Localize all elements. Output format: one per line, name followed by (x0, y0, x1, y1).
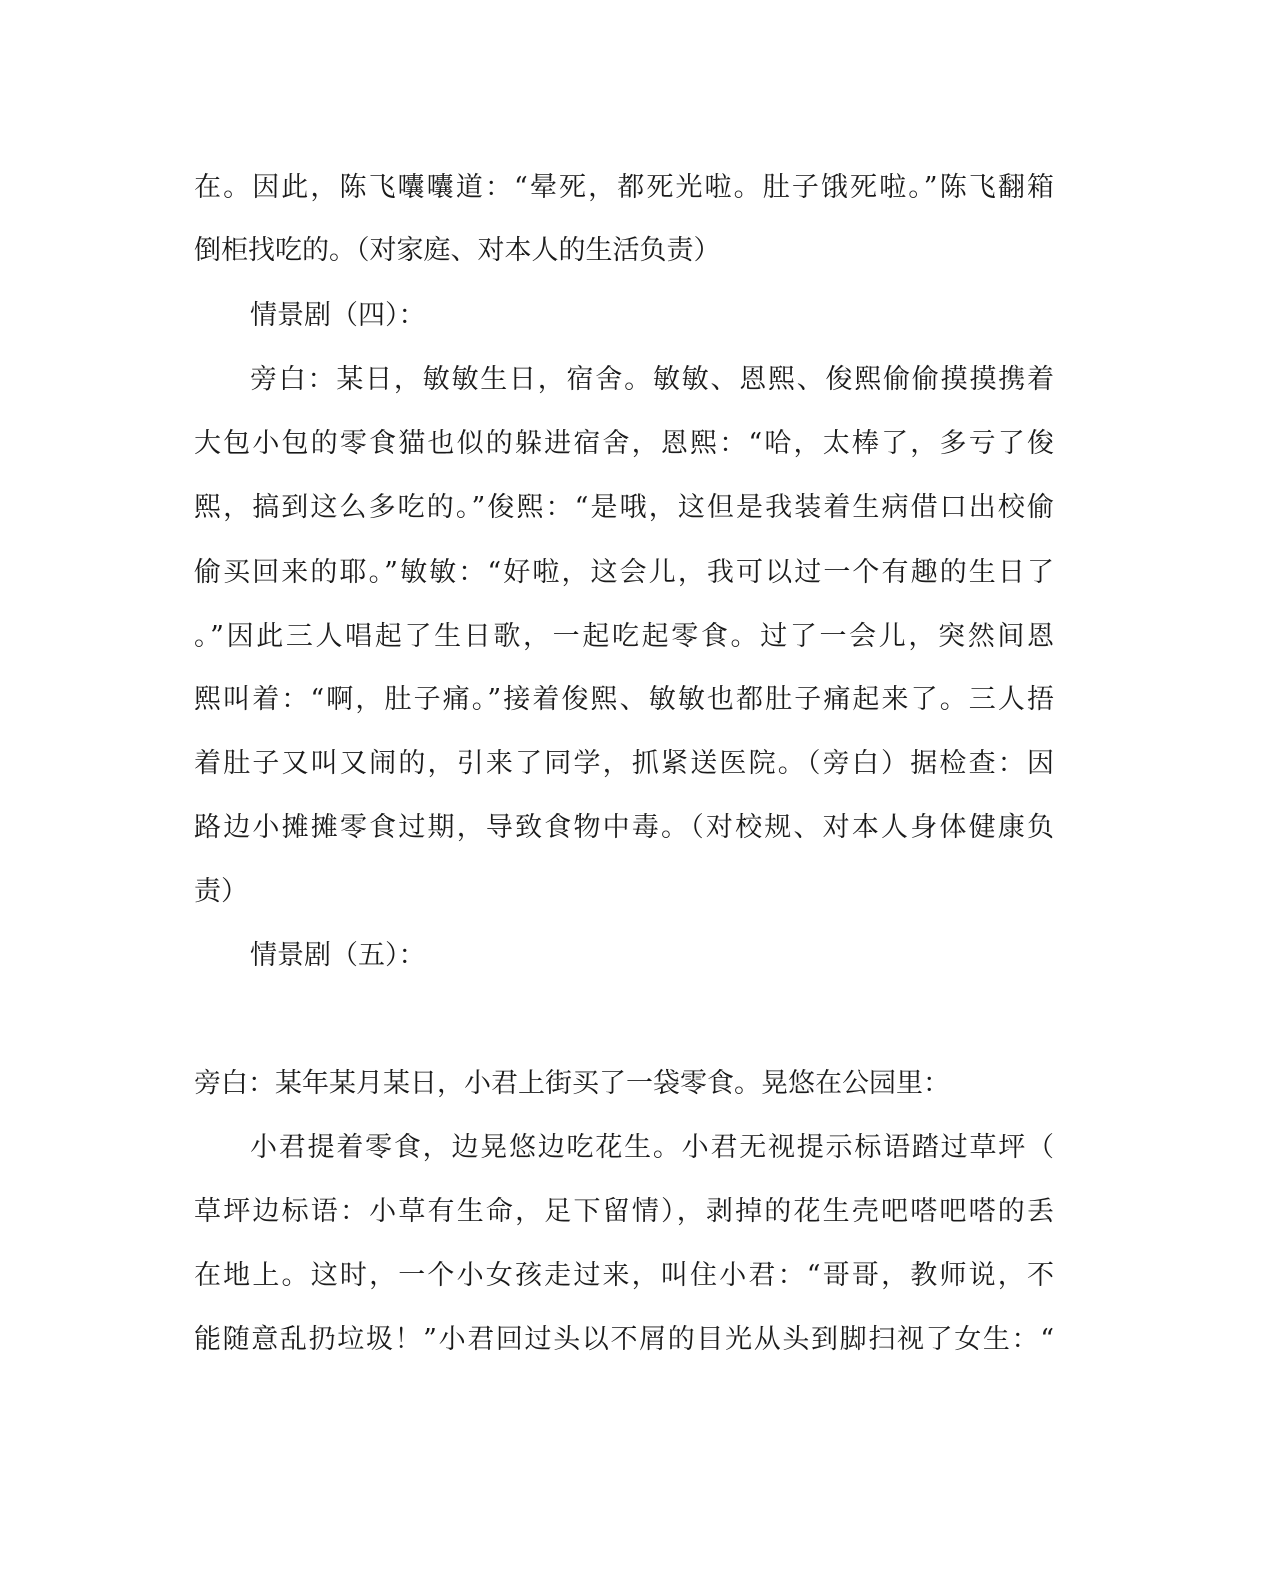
text-line: 在地上。这时，一个小女孩走过来，叫住小君：“哥哥，教师说，不 (194, 1260, 1054, 1291)
section-heading: 情景剧（五）： (250, 940, 426, 971)
text-line: 偷买回来的耶。”敏敏：“好啦，这会儿，我可以过一个有趣的生日了 (194, 557, 1054, 588)
text-line: 能随意乱扔垃圾！”小君回过头以不屑的目光从头到脚扫视了女生：“ (194, 1324, 1054, 1355)
text-line: 旁白：某年某月某日，小君上街买了一袋零食。晃悠在公园里： (194, 1068, 950, 1099)
text-line: 旁白：某日，敏敏生日，宿舍。敏敏、恩熙、俊熙偷偷摸摸携着 (250, 364, 1054, 395)
text-line: 大包小包的零食猫也似的躲进宿舍，恩熙：“哈，太棒了，多亏了俊 (194, 428, 1054, 459)
text-line: 熙，搞到这么多吃的。”俊熙：“是哦，这但是我装着生病借口出校偷 (194, 492, 1054, 523)
text-line: 着肚子又叫又闹的，引来了同学，抓紧送医院。（旁白）据检查：因 (194, 748, 1054, 779)
text-line: 倒柜找吃的。（对家庭、对本人的生活负责） (194, 235, 721, 266)
text-line: 草坪边标语：小草有生命，足下留情），剥掉的花生壳吧嗒吧嗒的丢 (194, 1196, 1054, 1227)
text-line: 小君提着零食，边晃悠边吃花生。小君无视提示标语踏过草坪（ (250, 1132, 1054, 1163)
text-line: 路边小摊摊零食过期，导致食物中毒。（对校规、对本人身体健康负 (194, 812, 1054, 843)
section-heading: 情景剧（四）： (250, 300, 426, 331)
text-line: 熙叫着：“啊，肚子痛。”接着俊熙、敏敏也都肚子痛起来了。三人捂 (194, 684, 1054, 715)
text-line: 。”因此三人唱起了生日歌，一起吃起零食。过了一会儿，突然间恩 (194, 621, 1054, 652)
text-line: 责） (194, 876, 248, 907)
text-line: 在。因此，陈飞囔囔道：“晕死，都死光啦。肚子饿死啦。”陈飞翻箱 (194, 172, 1054, 203)
